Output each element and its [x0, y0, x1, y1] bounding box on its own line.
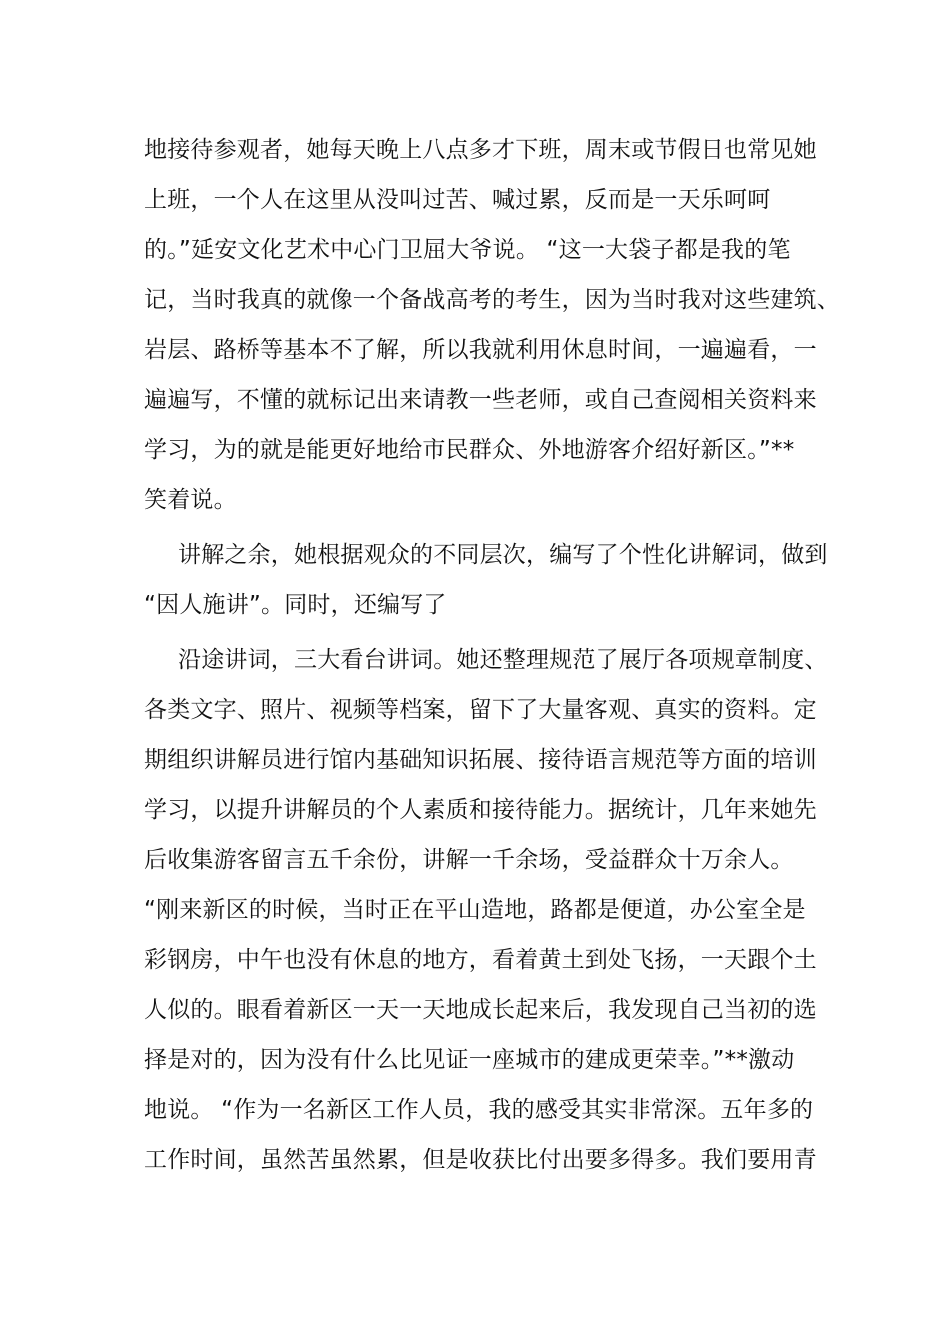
text-line-19: 择是对的，因为没有什么比见证一座城市的建成更荣幸。”**激动 [144, 1047, 795, 1073]
text-line-17: 彩钢房，中午也没有休息的地方，看着黄土到处飞扬，一天跟个土 [144, 947, 817, 973]
text-line-10: “因人施讲”。同时，还编写了 [144, 592, 447, 618]
text-line-1: 地接待参观者，她每天晚上八点多才下班，周末或节假日也常见她 [144, 137, 817, 163]
text-line-11: 沿途讲词，三大看台讲词。她还整理规范了展厅各项规章制度、 [178, 647, 828, 673]
text-line-8: 笑着说。 [144, 487, 237, 513]
text-line-12: 各类文字、照片、视频等档案，留下了大量客观、真实的资料。定 [144, 697, 817, 723]
text-line-9: 讲解之余，她根据观众的不同层次，编写了个性化讲解词，做到 [178, 542, 828, 568]
text-line-14: 学习，以提升讲解员的个人素质和接待能力。据统计，几年来她先 [144, 797, 817, 823]
text-line-3: 的。”延安文化艺术中心门卫屈大爷说。 “这一大袋子都是我的笔 [144, 237, 791, 263]
text-line-4: 记，当时我真的就像一个备战高考的考生，因为当时我对这些建筑、 [144, 287, 840, 313]
text-line-18: 人似的。眼看着新区一天一天地成长起来后，我发现自己当初的选 [144, 997, 817, 1023]
text-line-13: 期组织讲解员进行馆内基础知识拓展、接待语言规范等方面的培训 [144, 747, 817, 773]
text-line-16: “刚来新区的时候，当时正在平山造地，路都是便道，办公室全是 [144, 897, 806, 923]
text-line-5: 岩层、路桥等基本不了解，所以我就利用休息时间，一遍遍看，一 [144, 337, 817, 363]
text-line-20: 地说。 “作为一名新区工作人员，我的感受其实非常深。五年多的 [144, 1097, 814, 1123]
text-line-6: 遍遍写，不懂的就标记出来请教一些老师，或自己查阅相关资料来 [144, 387, 817, 413]
text-line-21: 工作时间，虽然苦虽然累，但是收获比付出要多得多。我们要用青 [144, 1147, 817, 1173]
text-line-2: 上班，一个人在这里从没叫过苦、喊过累，反而是一天乐呵呵 [144, 187, 771, 213]
text-line-7: 学习，为的就是能更好地给市民群众、外地游客介绍好新区。”** [144, 437, 795, 463]
text-line-15: 后收集游客留言五千余份，讲解一千余场，受益群众十万余人。 [144, 847, 794, 873]
